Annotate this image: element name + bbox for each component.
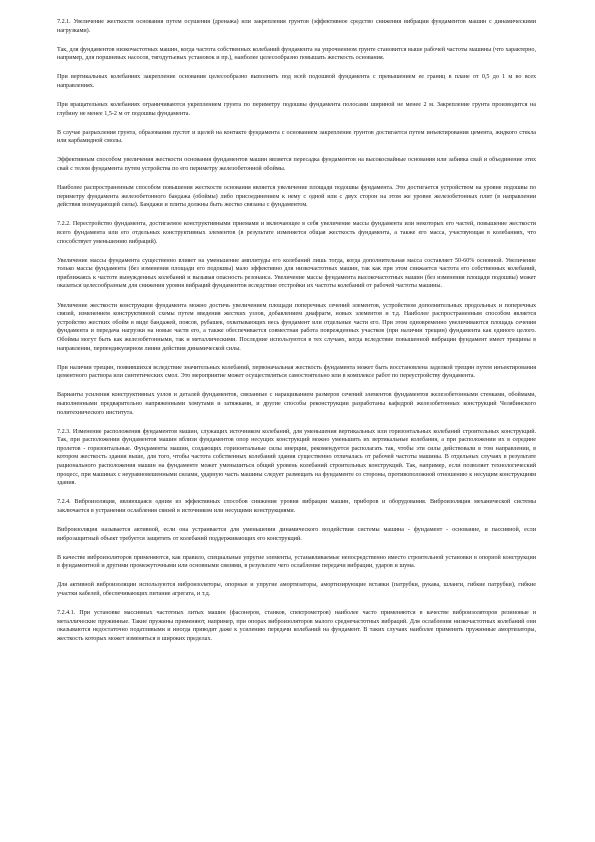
paragraph: Варианты усиления конструктивных узлов и деталей фундаментов, связанные с наращиванием размеров сечений элементов фундаментов железобетонными стенками, обоймами, выполненными предварительно напряженными хомутами и затяжками, и другие способы реконструкции разработаны кафедрой железобетонных конструкций Челябинского политехнического института. [57, 392, 536, 416]
paragraph: При вертикальных колебаниях закрепление основания целесообразно выполнять под всей подошвой фундамента с превышением ее границ в плане от 0,5 до 1 м во всех направлениях. [57, 74, 536, 89]
paragraph: Увеличение массы фундамента существенно влияет на уменьшение амплитуды его колебаний лишь тогда, когда дополнительная масса составляет 50-60% основной. Увеличение только массы фундамента (без изменения площади его подошвы) мало эффективно для низкочастотных машин, так как при этом снижается частота его собственных колебаний, приближаясь к частоте вынужденных колебаний и вызывая опасность резонанса. Увеличение массы фундамента высокочастотных машин (без изменения площади подошвы) может оказаться целесообразным для снижения уровня вибраций фундаментов вследствие отстройки их частоты колебаний от рабочей частоты машины. [57, 257, 536, 290]
paragraph-7-2-1: 7.2.1. Увеличение жесткости основания путем осушения (дренажа) или закрепления грунтов (эффективное средство снижения вибрации фундаментов машин с динамическими нагрузками). [57, 19, 536, 34]
paragraph: Увеличение жесткости конструкции фундамента можно достичь увеличением площади поперечных сечений элементов, устройством дополнительных продольных и поперечных связей, изменением конструктивной схемы путем введения жестких узлов, добавлением диафрагм, новых элементов и т.д. Наиболее распространенным способом является устройство жестких обойм в виде бандажей, поясов, рубашек, охватывающих весь фундамент или отдельные части его. При этом одновременно увеличиваются площадь сечения фундамента и передача нагрузки на новые части его, а также обеспечивается совместная работа поврежденных участков (при наличии трещин) фундамента как единого целого. Обоймы могут быть как железобетонными, так и металлическими. Последние используются в тех случаях, когда вследствие повышенной вибрации фундамент имеет трещины в направлении, перпендикулярном линии действия динамической силы. [57, 302, 536, 352]
paragraph-7-2-3: 7.2.3. Изменение расположения фундаментов машин, служащих источником колебаний, для уменьшения вертикальных или горизонтальных колебаний строительных конструкций. Так, при расположении фундаментов машин вблизи фундаментов опор несущих конструкций можно уменьшить их вертикальные колебания, а при расположении их в середине пролетов - горизонтальные. Фундаменты машин, создающих горизонтальные силы инерции, рекомендуется располагать так, чтобы эти силы действовали в том направлении, в котором жесткость здания выше, для того, чтобы частота собственных колебаний здания существенно отличалась от рабочей частоты машины. В отдельных случаях в результате рационального расположения машин на фундаменте может уменьшиться общий уровень колебаний строительных конструкций. Так, например, если позволяет технологический процесс, при машинах с неуравновешенными силами, ударную часть машины следует размещать на фундаменте со стороны, противоположной отношению к несущим конструкциям здания. [57, 428, 536, 487]
document-page [57, 18, 536, 836]
paragraph-7-2-2: 7.2.2. Перестройство фундамента, достигаемое конструктивными приемами и включающее в себя увеличение массы фундамента или некоторых его частей, повышение жесткости всего фундамента или его отдельных конструктивных элементов (в результате изменяется общая жесткость фундамента, а также его масса, участвующая в колебаниях, что способствует уменьшению вибраций). [57, 221, 536, 245]
paragraph: Наиболее распространенным способом повышения жесткости основания является увеличение площади подошвы фундамента. Это достигается устройством на уровне подошвы по периметру фундамента железобетонного бандажа (обоймы) либо присоединением к нему с одной или с двух сторон на этом же уровне железобетонных плит (в направлении действия возмущающей силы). Бандажи и плиты должны быть жестко связаны с фундаментом. [57, 185, 536, 209]
paragraph: В случае разрыхления грунта, образования пустот и щелей на контакте фундамента с основанием закрепление грунтов достигается путем инъектирования цемента, жидкого стекла или карбамидной смолы. [57, 129, 536, 145]
paragraph: Эффективным способом увеличения жесткости основания фундаментов машин является пересадка фундаментов на высокосвайные основания или забивка свай и объединение этих свай с телом фундамента путем устройства по его периметру железобетонной обоймы. [57, 157, 536, 173]
paragraph: Для активной виброизоляции используются виброизоляторы, опорные и упругие амортизаторы, амортизирующие вставки (патрубки, рукава, шланги, гибкие патрубки), гибкие участки кабелей, обеспечивающих питание агрегата, и т.д. [57, 582, 536, 597]
paragraph: В качестве виброизоляторов применяются, как правило, специальные упругие элементы, устанавливаемые непосредственно вместо строительной установки в опорной конструкции в фундаментной и другими промежуточными или основными связями, в результате чего ослабление передачи вибрации, ударов и шума. [57, 554, 536, 570]
paragraph-7-2-4-1: 7.2.4.1. При установке массивных частотных литых машин (фасонеров, станков, спектрометров) наиболее часто применяются в качестве виброизоляторов резиновые и металлические пружинные. Такие пружины применяют, например, при опорах виброизоляторов малого среднечастотных вибраций. Для ослабления низкочастотных колебаний они оказываются недостаточно податливыми и иногда приводят даже к усилению передачи колебаний на фундамент. В таких случаях наиболее применять пружинные амортизаторы, жесткость которых может изменяться в широких пределах. [57, 610, 536, 642]
paragraph-7-2-4: 7.2.4. Виброизоляция, являющаяся одним из эффективных способов снижения уровня вибрации машин, приборов и оборудования. Виброизоляция механической системы заключается в устранении ослабления связей в источником или несущими конструкциями. [57, 499, 536, 514]
paragraph: Виброизоляция называется активной, если она устраивается для уменьшения динамического воздействия системы машина - фундамент - основание, и пассивной, если виброзащитный объект требуется защитить от колебаний поддерживающих его конструкций. [57, 526, 536, 542]
paragraph: Так, для фундаментов низкочастотных машин, когда частота собственных колебаний фундамента на упрочненном грунте становится выше рабочей частоты машины (что характерно, например, для поршневых насосов, тягодутьевых установок и пр.), наиболее целесообразно повышать жесткость основания. [57, 46, 536, 62]
paragraph: При вращательных колебаниях ограничиваются укреплением грунта по периметру подошвы фундамента полосами шириной не менее 2 м. Закрепление грунта производится на глубину не менее 1,5-2 м от подошвы фундамента. [57, 102, 536, 117]
paragraph: При наличии трещин, появившихся вследствие значительных колебаний, первоначальная жесткость фундамента может быть восстановлена заделкой трещин путем инъектирования цементного раствора или синтетических смол. Это мероприятие может осуществляться самостоятельно или в комплексе работ по переустройству фундамента. [57, 364, 536, 380]
